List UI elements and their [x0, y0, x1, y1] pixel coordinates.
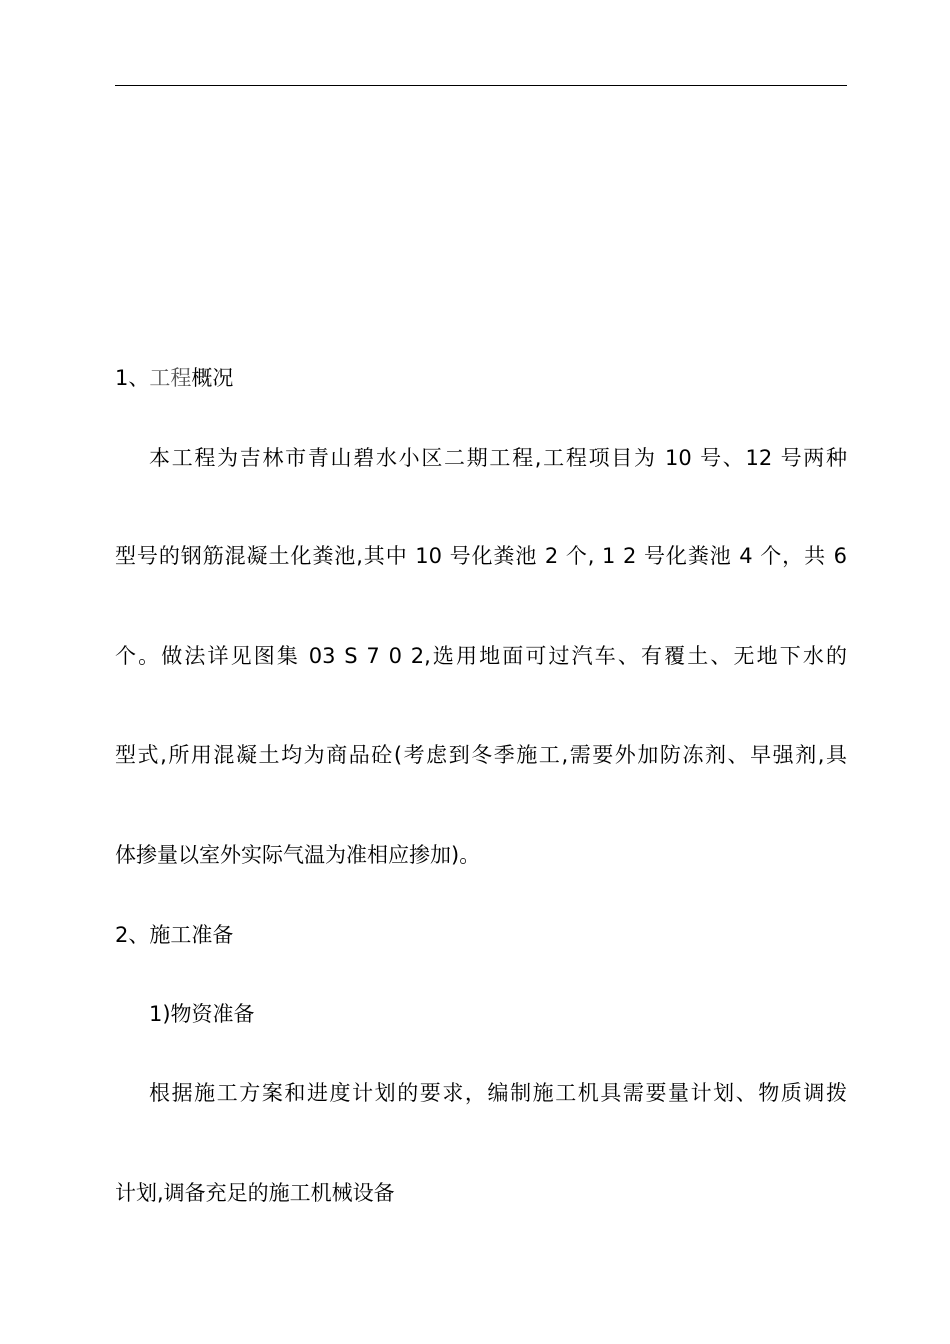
section-2-heading: 2、施工准备: [115, 923, 234, 947]
paragraph-line: 型号的钢筋混凝土化粪池,其中 10 号化粪池 2 个, 1 2 号化粪池 4 个，共 6: [115, 544, 847, 568]
section-1-title: 概况: [191, 366, 234, 390]
paragraph-line: 个。做法详见图集 03 S 7 0 2,选用地面可过汽车、有覆土、无地下水的: [115, 644, 847, 668]
paragraph-line: 计划,调备充足的施工机械设备: [115, 1181, 395, 1205]
paragraph-line: 体掺量以室外实际气温为准相应掺加)。: [115, 843, 481, 867]
subsection-heading: 1)物资准备: [149, 1002, 255, 1026]
section-1-heading: [115, 363, 855, 393]
paragraph-line: 本工程为吉林市青山碧水小区二期工程,工程项目为 10 号、12 号两种: [149, 446, 847, 470]
paragraph-line: 根据施工方案和进度计划的要求，编制施工机具需要量计划、物质调拨: [149, 1081, 847, 1105]
header-rule: [115, 85, 847, 86]
section-1-highlight: 工程: [149, 366, 192, 390]
section-1-number: 1、: [115, 366, 150, 390]
paragraph-line: 型式,所用混凝土均为商品砼(考虑到冬季施工,需要外加防冻剂、早强剂,具: [115, 743, 847, 767]
